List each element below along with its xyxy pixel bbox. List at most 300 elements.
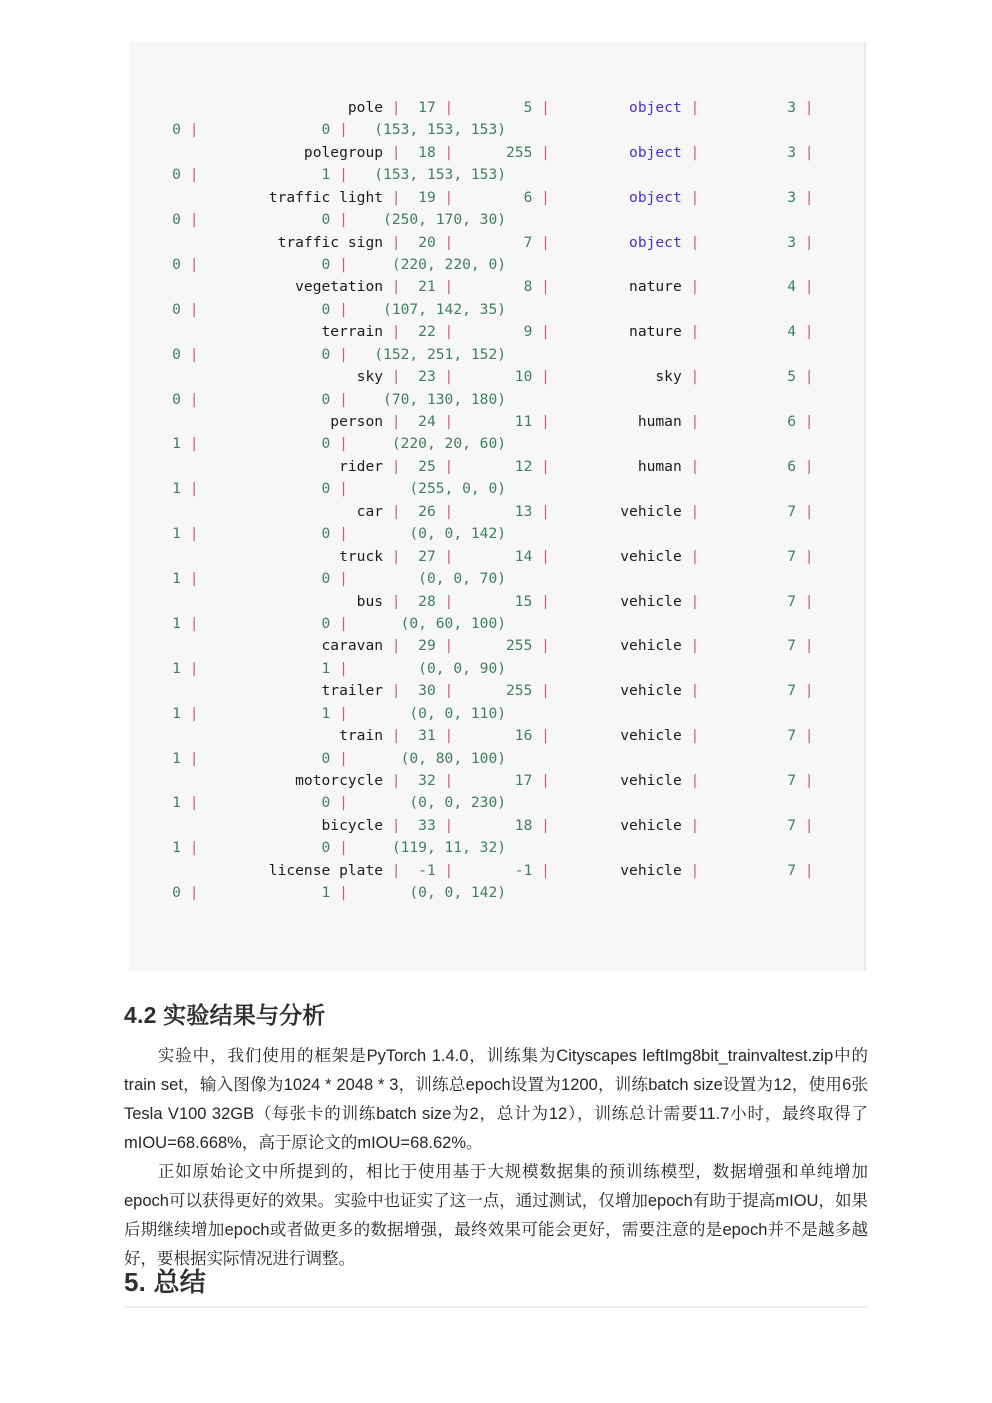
- pipe-token: |: [796, 457, 814, 475]
- pipe-token: |: [383, 233, 410, 251]
- pipe-token: |: [330, 345, 357, 363]
- plain-token: sky: [137, 368, 384, 386]
- num-token: 1: [137, 614, 181, 632]
- num-token: 15: [462, 592, 533, 610]
- pipe-token: |: [383, 278, 410, 296]
- code-spacer: [137, 950, 864, 971]
- plain-token: terrain: [137, 323, 384, 341]
- pipe-token: |: [180, 839, 208, 857]
- num-token: 17: [462, 772, 533, 790]
- num-token: 4: [708, 278, 796, 296]
- pipe-token: |: [180, 211, 208, 229]
- paragraph-analysis: [124, 1158, 868, 1274]
- num-token: -1: [462, 861, 533, 879]
- num-token: (250, 170, 30): [356, 211, 507, 229]
- num-token: (0, 0, 142): [356, 884, 507, 902]
- num-token: 0: [207, 839, 331, 857]
- num-token: (0, 60, 100): [356, 614, 507, 632]
- pipe-token: |: [383, 637, 410, 655]
- plain-token: caravan: [137, 637, 384, 655]
- num-token: 14: [462, 547, 533, 565]
- pipe-token: |: [681, 413, 709, 431]
- pipe-token: |: [383, 502, 410, 520]
- num-token: 7: [708, 772, 796, 790]
- num-token: 7: [462, 233, 533, 251]
- num-token: (0, 80, 100): [356, 749, 507, 767]
- pipe-token: |: [532, 816, 559, 834]
- pipe-token: |: [796, 413, 814, 431]
- pipe-token: |: [383, 547, 410, 565]
- cat-token: vehicle: [558, 727, 682, 745]
- num-token: 0: [207, 435, 331, 453]
- num-token: 0: [137, 255, 181, 273]
- num-token: 7: [708, 592, 796, 610]
- code-line: [137, 232, 864, 254]
- pipe-token: |: [681, 278, 709, 296]
- code-line: [137, 882, 864, 904]
- pipe-token: |: [681, 727, 709, 745]
- pipe-token: |: [681, 637, 709, 655]
- num-token: (0, 0, 70): [356, 570, 507, 588]
- cat-token: vehicle: [558, 772, 682, 790]
- code-line: [137, 568, 864, 590]
- pipe-token: |: [383, 323, 410, 341]
- num-token: 3: [708, 188, 796, 206]
- code-line: [137, 344, 864, 366]
- code-line: [137, 837, 864, 859]
- pipe-token: |: [435, 413, 463, 431]
- num-token: 0: [207, 614, 331, 632]
- code-line: [137, 770, 864, 792]
- pipe-token: |: [681, 457, 709, 475]
- code-line: [137, 591, 864, 613]
- num-token: 255: [462, 682, 533, 700]
- pipe-token: |: [180, 390, 208, 408]
- num-token: 25: [409, 457, 436, 475]
- pipe-token: |: [796, 727, 814, 745]
- num-token: 5: [462, 98, 533, 116]
- label-definition-rows: [137, 97, 864, 905]
- pipe-token: |: [330, 794, 357, 812]
- pipe-token: |: [330, 570, 357, 588]
- num-token: 22: [409, 323, 436, 341]
- pipe-token: |: [796, 233, 814, 251]
- num-token: 0: [207, 390, 331, 408]
- pipe-token: |: [435, 592, 463, 610]
- num-token: 7: [708, 547, 796, 565]
- num-token: 0: [207, 794, 331, 812]
- pipe-token: |: [383, 592, 410, 610]
- num-token: 29: [409, 637, 436, 655]
- pipe-token: |: [330, 166, 357, 184]
- code-output-text: [129, 42, 864, 971]
- pipe-token: |: [796, 323, 814, 341]
- code-line: [137, 411, 864, 433]
- pipe-token: |: [532, 278, 559, 296]
- pipe-token: |: [435, 98, 463, 116]
- cat-token: nature: [558, 323, 682, 341]
- pipe-token: |: [435, 188, 463, 206]
- pipe-token: |: [435, 323, 463, 341]
- pipe-token: |: [435, 368, 463, 386]
- pipe-token: |: [532, 772, 559, 790]
- num-token: 7: [708, 816, 796, 834]
- num-token: 0: [207, 345, 331, 363]
- pipe-token: |: [383, 772, 410, 790]
- pipe-token: |: [383, 727, 410, 745]
- num-token: 255: [462, 637, 533, 655]
- num-token: 1: [207, 884, 331, 902]
- num-token: 6: [708, 457, 796, 475]
- num-token: (0, 0, 110): [356, 704, 507, 722]
- num-token: 18: [462, 816, 533, 834]
- pipe-token: |: [330, 480, 357, 498]
- num-token: 0: [137, 166, 181, 184]
- code-line: [137, 546, 864, 568]
- num-token: (220, 220, 0): [356, 255, 507, 273]
- pipe-token: |: [435, 143, 463, 161]
- pipe-token: |: [330, 839, 357, 857]
- code-line: [137, 97, 864, 119]
- num-token: 32: [409, 772, 436, 790]
- num-token: 10: [462, 368, 533, 386]
- pipe-token: |: [180, 659, 208, 677]
- num-token: 1: [137, 525, 181, 543]
- pipe-token: |: [435, 816, 463, 834]
- code-line: [137, 433, 864, 455]
- pipe-token: |: [532, 457, 559, 475]
- code-line: [137, 703, 864, 725]
- num-token: 1: [207, 704, 331, 722]
- code-line: [137, 725, 864, 747]
- cat-token: vehicle: [558, 816, 682, 834]
- pipe-token: |: [796, 547, 814, 565]
- plain-token: pole: [137, 98, 384, 116]
- pipe-token: |: [383, 98, 410, 116]
- pipe-token: |: [383, 188, 410, 206]
- code-line: [137, 366, 864, 388]
- cat-token: vehicle: [558, 592, 682, 610]
- num-token: 24: [409, 413, 436, 431]
- num-token: 0: [207, 211, 331, 229]
- num-token: 33: [409, 816, 436, 834]
- section-heading-4-2: 4.2 实验结果与分析: [124, 1002, 326, 1028]
- pipe-token: |: [180, 794, 208, 812]
- pipe-token: |: [681, 323, 709, 341]
- pipe-token: |: [435, 682, 463, 700]
- pipe-token: |: [330, 300, 357, 318]
- num-token: (107, 142, 35): [356, 300, 507, 318]
- pipe-token: |: [681, 502, 709, 520]
- num-token: 1: [207, 659, 331, 677]
- pipe-token: |: [435, 727, 463, 745]
- num-token: 7: [708, 502, 796, 520]
- num-token: (119, 11, 32): [356, 839, 507, 857]
- pipe-token: |: [435, 233, 463, 251]
- pipe-token: |: [681, 547, 709, 565]
- num-token: 18: [409, 143, 436, 161]
- pipe-token: |: [330, 525, 357, 543]
- pipe-token: |: [532, 98, 559, 116]
- num-token: (0, 0, 90): [356, 659, 507, 677]
- num-token: 0: [207, 121, 331, 139]
- num-token: 7: [708, 727, 796, 745]
- pipe-token: |: [681, 592, 709, 610]
- num-token: 20: [409, 233, 436, 251]
- num-token: 0: [137, 121, 181, 139]
- pipe-token: |: [435, 278, 463, 296]
- num-token: 1: [137, 794, 181, 812]
- pipe-token: |: [681, 233, 709, 251]
- pipe-token: |: [330, 614, 357, 632]
- pipe-token: |: [532, 143, 559, 161]
- pipe-token: |: [532, 233, 559, 251]
- kw-token: object: [558, 233, 682, 251]
- num-token: 4: [708, 323, 796, 341]
- pipe-token: |: [532, 861, 559, 879]
- code-line: [137, 254, 864, 276]
- num-token: 3: [708, 233, 796, 251]
- code-line: [137, 658, 864, 680]
- plain-token: polegroup: [137, 143, 384, 161]
- code-line: [137, 860, 864, 882]
- code-line: [137, 635, 864, 657]
- pipe-token: |: [435, 772, 463, 790]
- pipe-token: |: [532, 547, 559, 565]
- num-token: 28: [409, 592, 436, 610]
- num-token: 11: [462, 413, 533, 431]
- num-token: 17: [409, 98, 436, 116]
- plain-token: trailer: [137, 682, 384, 700]
- num-token: 0: [207, 480, 331, 498]
- cat-token: human: [558, 413, 682, 431]
- pipe-token: |: [180, 345, 208, 363]
- pipe-token: |: [330, 435, 357, 453]
- num-token: 7: [708, 637, 796, 655]
- section-heading-5: 5. 总结: [124, 1267, 206, 1297]
- pipe-token: |: [435, 502, 463, 520]
- num-token: 7: [708, 682, 796, 700]
- cat-token: vehicle: [558, 861, 682, 879]
- pipe-token: |: [383, 368, 410, 386]
- pipe-token: |: [180, 525, 208, 543]
- num-token: (70, 130, 180): [356, 390, 507, 408]
- code-line: [137, 187, 864, 209]
- pipe-token: |: [435, 637, 463, 655]
- num-token: 0: [137, 390, 181, 408]
- num-token: 13: [462, 502, 533, 520]
- num-token: 0: [137, 884, 181, 902]
- num-token: 16: [462, 727, 533, 745]
- num-token: 6: [462, 188, 533, 206]
- num-token: 1: [137, 435, 181, 453]
- plain-token: traffic sign: [137, 233, 384, 251]
- pipe-token: |: [180, 435, 208, 453]
- pipe-token: |: [180, 480, 208, 498]
- pipe-token: |: [532, 413, 559, 431]
- num-token: (153, 153, 153): [356, 121, 507, 139]
- code-line: [137, 815, 864, 837]
- paragraph-2-text: 正如原始论文中所提到的，相比于使用基于大规模数据集的预训练模型，数据增强和单纯增加epoch可以获得更好的效果。实验中也证实了这一点，通过测试，仅增加epoch有助于提高mIOU，如果后期继续增加epoch或者做更多的数据增强，最终效果可能会更好，需要注意的是epoch并不是越多越好，要根据实际情况进行调整。: [124, 1163, 868, 1268]
- plain-token: bicycle: [137, 816, 384, 834]
- num-token: 1: [137, 839, 181, 857]
- pipe-token: |: [681, 816, 709, 834]
- pipe-token: |: [180, 704, 208, 722]
- paragraph-experiment-setup: [124, 1042, 868, 1158]
- pipe-token: |: [681, 143, 709, 161]
- pipe-token: |: [796, 502, 814, 520]
- pipe-token: |: [796, 861, 814, 879]
- num-token: 7: [708, 861, 796, 879]
- plain-token: motorcycle: [137, 772, 384, 790]
- pipe-token: |: [796, 637, 814, 655]
- num-token: 12: [462, 457, 533, 475]
- num-token: 19: [409, 188, 436, 206]
- pipe-token: |: [681, 368, 709, 386]
- code-line: [137, 523, 864, 545]
- num-token: (255, 0, 0): [356, 480, 507, 498]
- num-token: (220, 20, 60): [356, 435, 507, 453]
- pipe-token: |: [330, 749, 357, 767]
- pipe-token: |: [532, 637, 559, 655]
- num-token: (152, 251, 152): [356, 345, 507, 363]
- pipe-token: |: [435, 861, 463, 879]
- paragraph-1-text: 实验中，我们使用的框架是PyTorch 1.4.0，训练集为Cityscapes leftImg8bit_trainvaltest.zip中的train set，输入图像为1024 * 2048 * 3，训练总epoch设置为1200，训练batch size设置为12，使用6张Tesla V100 32GB（每张卡的训练batch size为2，总计为12），训练总计需要11.7小时，最终取得了mIOU=68.668%，高于原论文的mIOU=68.62%。: [124, 1047, 868, 1152]
- code-line: [137, 456, 864, 478]
- code-line: [137, 276, 864, 298]
- pipe-token: |: [180, 749, 208, 767]
- code-line: [137, 748, 864, 770]
- cat-token: nature: [558, 278, 682, 296]
- pipe-token: |: [532, 323, 559, 341]
- pipe-token: |: [435, 457, 463, 475]
- pipe-token: |: [180, 570, 208, 588]
- code-line: [137, 613, 864, 635]
- cat-token: human: [558, 457, 682, 475]
- pipe-token: |: [383, 861, 410, 879]
- pipe-token: |: [796, 98, 814, 116]
- pipe-token: |: [383, 457, 410, 475]
- pipe-token: |: [796, 143, 814, 161]
- num-token: 0: [207, 255, 331, 273]
- pipe-token: |: [796, 188, 814, 206]
- pipe-token: |: [180, 300, 208, 318]
- pipe-token: |: [681, 772, 709, 790]
- plain-token: car: [137, 502, 384, 520]
- pipe-token: |: [383, 413, 410, 431]
- num-token: 3: [708, 143, 796, 161]
- plain-token: license plate: [137, 861, 384, 879]
- num-token: -1: [409, 861, 436, 879]
- pipe-token: |: [330, 211, 357, 229]
- pipe-token: |: [180, 166, 208, 184]
- pipe-token: |: [796, 368, 814, 386]
- num-token: 5: [708, 368, 796, 386]
- pipe-token: |: [330, 390, 357, 408]
- code-line: [137, 164, 864, 186]
- code-line: [137, 501, 864, 523]
- num-token: 30: [409, 682, 436, 700]
- code-line: [137, 478, 864, 500]
- pipe-token: |: [180, 614, 208, 632]
- num-token: (153, 153, 153): [356, 166, 507, 184]
- num-token: (0, 0, 230): [356, 794, 507, 812]
- plain-token: bus: [137, 592, 384, 610]
- pipe-token: |: [383, 682, 410, 700]
- pipe-token: |: [383, 143, 410, 161]
- code-output-block: [129, 42, 866, 971]
- num-token: 27: [409, 547, 436, 565]
- kw-token: object: [558, 143, 682, 161]
- kw-token: object: [558, 98, 682, 116]
- pipe-token: |: [532, 592, 559, 610]
- pipe-token: |: [796, 772, 814, 790]
- num-token: 1: [137, 480, 181, 498]
- pipe-token: |: [532, 727, 559, 745]
- code-line: [137, 119, 864, 141]
- pipe-token: |: [796, 816, 814, 834]
- plain-token: person: [137, 413, 384, 431]
- cat-token: sky: [558, 368, 682, 386]
- code-line: [137, 321, 864, 343]
- cat-token: vehicle: [558, 502, 682, 520]
- num-token: 0: [207, 749, 331, 767]
- plain-token: traffic light: [137, 188, 384, 206]
- pipe-token: |: [796, 592, 814, 610]
- plain-token: truck: [137, 547, 384, 565]
- code-line: [137, 142, 864, 164]
- code-line: [137, 299, 864, 321]
- num-token: 26: [409, 502, 436, 520]
- pipe-token: |: [681, 861, 709, 879]
- cat-token: vehicle: [558, 682, 682, 700]
- num-token: 0: [207, 570, 331, 588]
- plain-token: rider: [137, 457, 384, 475]
- num-token: 9: [462, 323, 533, 341]
- pipe-token: |: [330, 121, 357, 139]
- num-token: 255: [462, 143, 533, 161]
- pipe-token: |: [180, 255, 208, 273]
- num-token: 1: [137, 749, 181, 767]
- plain-token: train: [137, 727, 384, 745]
- pipe-token: |: [681, 682, 709, 700]
- num-token: 0: [137, 345, 181, 363]
- pipe-token: |: [796, 278, 814, 296]
- num-token: 3: [708, 98, 796, 116]
- pipe-token: |: [330, 704, 357, 722]
- num-token: 1: [137, 570, 181, 588]
- cat-token: vehicle: [558, 637, 682, 655]
- pipe-token: |: [796, 682, 814, 700]
- kw-token: object: [558, 188, 682, 206]
- cat-token: vehicle: [558, 547, 682, 565]
- num-token: 1: [137, 704, 181, 722]
- pipe-token: |: [532, 368, 559, 386]
- num-token: 8: [462, 278, 533, 296]
- num-token: 21: [409, 278, 436, 296]
- pipe-token: |: [681, 188, 709, 206]
- code-line: [137, 792, 864, 814]
- section-divider: [124, 1306, 868, 1308]
- pipe-token: |: [180, 884, 208, 902]
- code-line: [137, 680, 864, 702]
- num-token: 6: [708, 413, 796, 431]
- num-token: 23: [409, 368, 436, 386]
- plain-token: vegetation: [137, 278, 384, 296]
- num-token: 31: [409, 727, 436, 745]
- pipe-token: |: [532, 682, 559, 700]
- code-line: [137, 389, 864, 411]
